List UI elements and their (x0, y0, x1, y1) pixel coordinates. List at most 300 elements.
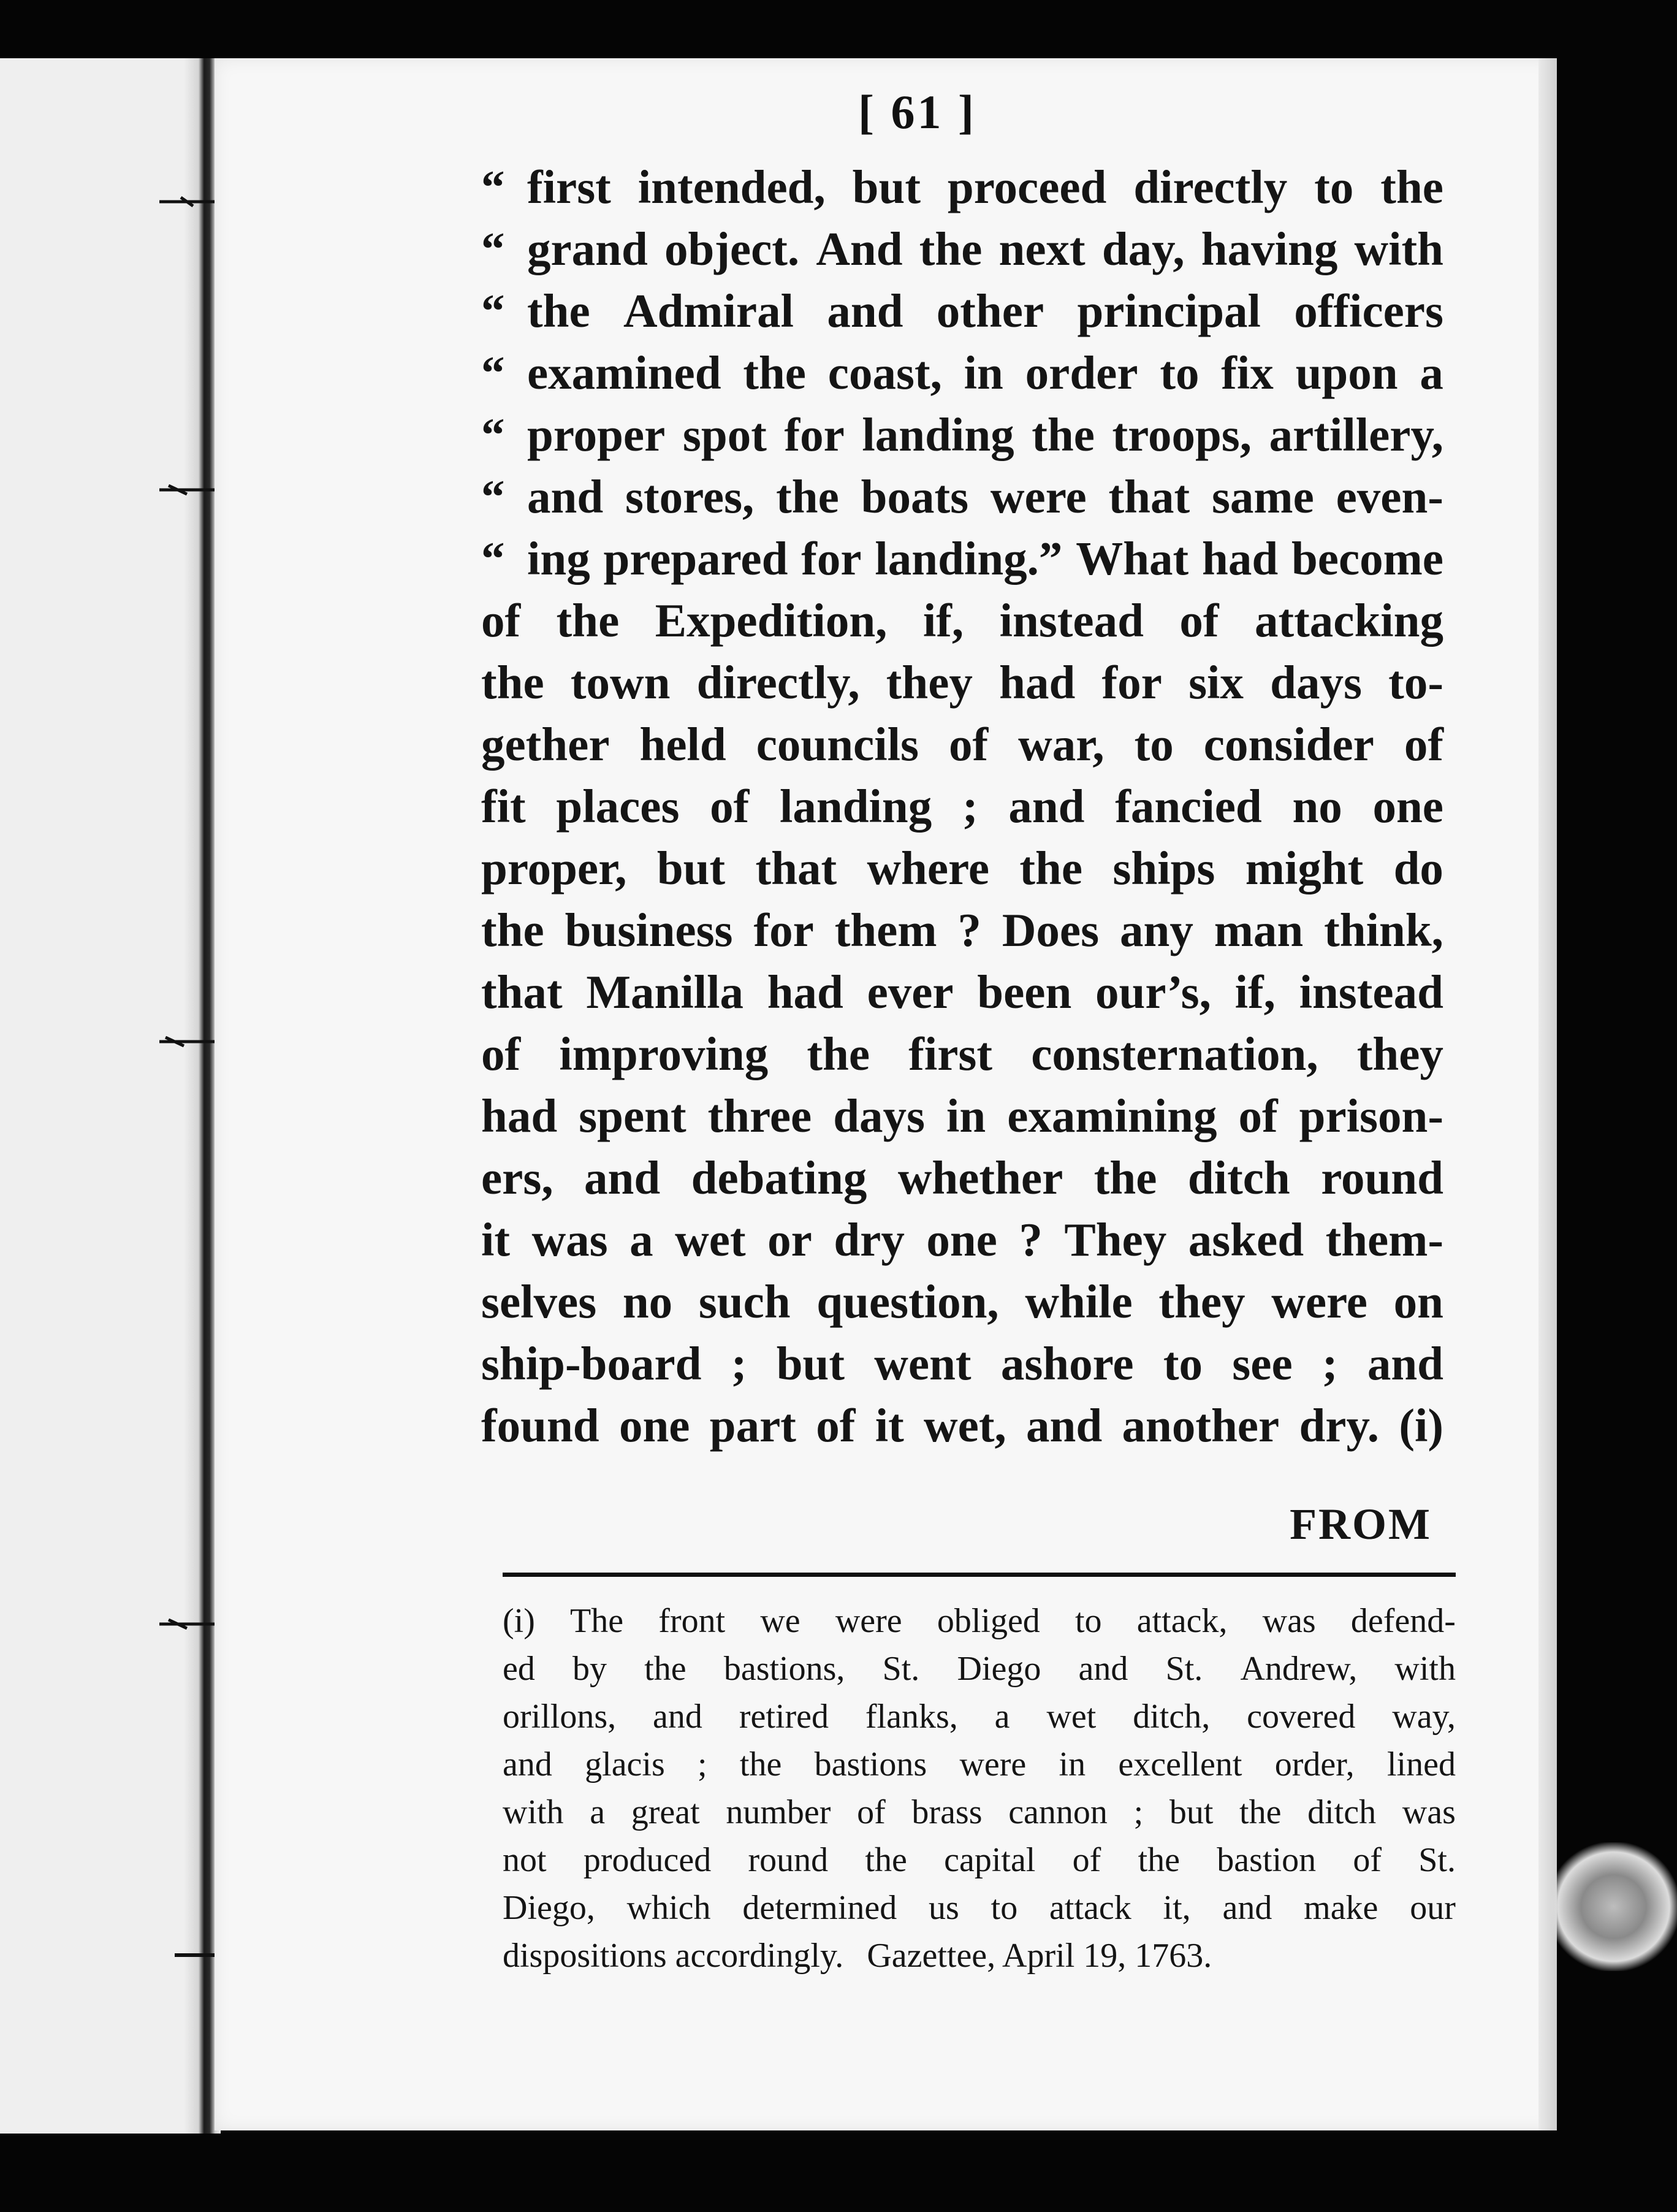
body-line (481, 899, 1443, 961)
word: one (618, 1399, 690, 1452)
word: flanks, (865, 1698, 958, 1736)
body-line-text (527, 156, 1443, 218)
footnote-rule (503, 1573, 1456, 1577)
word: gether (481, 718, 610, 771)
word: prison- (1299, 1089, 1443, 1142)
word: officers (1294, 284, 1443, 337)
word: the (1380, 161, 1443, 213)
word: the (481, 904, 544, 956)
word: to (1134, 718, 1174, 771)
word: man (1214, 904, 1304, 956)
word: by (572, 1650, 607, 1688)
word: ditch (1307, 1793, 1377, 1831)
footnote-line (503, 1741, 1456, 1788)
word: were (959, 1745, 1027, 1783)
word: bastion (1217, 1841, 1317, 1879)
word: consider (1203, 718, 1374, 771)
word: part (709, 1399, 796, 1452)
word: one (926, 1213, 997, 1266)
word: debating (691, 1151, 867, 1204)
word: the (776, 470, 839, 523)
word: St. (1165, 1650, 1203, 1688)
word: covered (1247, 1698, 1356, 1736)
body-line-text (481, 1271, 1443, 1333)
word: examined (527, 346, 721, 399)
word: for (801, 532, 862, 585)
word: a (994, 1698, 1010, 1736)
word: they (1356, 1028, 1443, 1080)
body-line (481, 280, 1443, 342)
word: examining (1007, 1089, 1217, 1142)
word: The (570, 1602, 624, 1640)
word: ships (1112, 842, 1215, 894)
word: of (1238, 1089, 1278, 1142)
word: stores, (625, 470, 755, 523)
body-line-text (481, 652, 1443, 714)
word: and (827, 284, 903, 337)
body-line (481, 528, 1443, 590)
word: had (1202, 532, 1279, 585)
word: prepared (603, 532, 788, 585)
word: the (481, 656, 544, 709)
word: do (1393, 842, 1443, 894)
word: that (481, 966, 563, 1018)
word: (i) (503, 1602, 535, 1640)
page-edge (1538, 58, 1557, 2130)
body-line-text (527, 218, 1443, 280)
word: landing (862, 408, 1014, 461)
word: to (1075, 1602, 1102, 1640)
word: the (527, 284, 590, 337)
word: dry. (1299, 1399, 1379, 1452)
catchword: FROM (1290, 1500, 1432, 1549)
footnote-lines (503, 1597, 1456, 1932)
word: ditch, (1133, 1698, 1211, 1736)
body-line (481, 1333, 1443, 1395)
word: instead (999, 594, 1144, 647)
word: days (1270, 656, 1362, 709)
word: might (1245, 842, 1364, 894)
word: boats (861, 470, 969, 523)
word: we (760, 1602, 800, 1640)
word: of (1353, 1841, 1382, 1879)
quote-mark: “ (481, 470, 505, 523)
word: coast, (827, 346, 942, 399)
word: great (631, 1793, 700, 1831)
footnote-citation: Gazettee, April 19, 1763. (867, 1937, 1212, 1975)
word: such (698, 1275, 791, 1328)
word: a (629, 1213, 653, 1266)
word: us (929, 1889, 959, 1927)
word: troops, (1112, 408, 1252, 461)
body-line (481, 1209, 1443, 1271)
word: make (1304, 1889, 1378, 1927)
word: directly, (696, 656, 860, 709)
word: They (1064, 1213, 1167, 1266)
word: it (481, 1213, 511, 1266)
word: held (639, 718, 726, 771)
word: Does (1002, 904, 1100, 956)
word: they (886, 656, 973, 709)
body-line-text (481, 590, 1443, 652)
footnote-line (503, 1645, 1456, 1693)
footnote-line (503, 1788, 1456, 1836)
word: fancied (1115, 780, 1262, 833)
word: the (1019, 842, 1083, 894)
word: one (1372, 780, 1443, 833)
word: the (1093, 1151, 1157, 1204)
word: spent (579, 1089, 686, 1142)
word: that (755, 842, 837, 894)
word: consternation, (1031, 1028, 1318, 1080)
word: to (1163, 1337, 1203, 1390)
word: a (1420, 346, 1443, 399)
word: the (1138, 1841, 1181, 1879)
word: the (556, 594, 620, 647)
word: ; (1321, 1337, 1338, 1390)
word: What (1076, 532, 1189, 585)
body-line-text (527, 342, 1443, 404)
word: in (1059, 1745, 1086, 1783)
word: three (707, 1089, 812, 1142)
word: and (527, 470, 604, 523)
word: the (807, 1028, 870, 1080)
word: wet (675, 1213, 746, 1266)
word: Diego (957, 1650, 1041, 1688)
word: and (653, 1698, 702, 1736)
body-line (481, 1395, 1443, 1457)
word: and (584, 1151, 661, 1204)
word: found (481, 1399, 599, 1452)
body-line (481, 776, 1443, 837)
quote-mark: “ (481, 532, 505, 585)
word: instead (1299, 966, 1443, 1018)
word: or (767, 1213, 812, 1266)
word: first (908, 1028, 993, 1080)
word: whether (897, 1151, 1063, 1204)
body-line-text (481, 1209, 1443, 1271)
word: improving (559, 1028, 769, 1080)
word: and (1222, 1889, 1272, 1927)
quote-mark: “ (481, 346, 505, 399)
word: ers, (481, 1151, 553, 1204)
word: upon (1295, 346, 1398, 399)
word: order (1025, 346, 1138, 399)
word: places (556, 780, 680, 833)
body-line-text (481, 1023, 1443, 1085)
word: for (1101, 656, 1162, 709)
word: business (565, 904, 733, 956)
word: was (531, 1213, 608, 1266)
body-line (481, 590, 1443, 652)
word: other (936, 284, 1044, 337)
body-text (481, 156, 1443, 1457)
body-line-text (481, 1333, 1443, 1395)
word: but (852, 161, 921, 213)
word: and (1078, 1650, 1128, 1688)
body-line-text (527, 280, 1443, 342)
quote-mark: “ (481, 284, 505, 337)
word: the (919, 223, 983, 275)
word: bastions (814, 1745, 927, 1783)
word: to- (1388, 656, 1443, 709)
word: fix (1221, 346, 1274, 399)
footnote-line (503, 1884, 1456, 1932)
word: determined (742, 1889, 897, 1927)
word: the (1032, 408, 1095, 461)
word: to (991, 1889, 1018, 1927)
body-line (481, 1147, 1443, 1209)
word: asked (1188, 1213, 1304, 1266)
word: ; (962, 780, 978, 833)
word: our (1410, 1889, 1456, 1927)
word: it (875, 1399, 904, 1452)
word: been (977, 966, 1072, 1018)
word: on (1393, 1275, 1443, 1328)
word: attack (1049, 1889, 1131, 1927)
word: proper (527, 408, 666, 461)
word: ? (1019, 1213, 1043, 1266)
word: for (784, 408, 845, 461)
word: Diego, (503, 1889, 595, 1927)
word: lined (1386, 1745, 1456, 1783)
body-line (481, 218, 1443, 280)
word: of (857, 1793, 886, 1831)
footnote-line (503, 1693, 1456, 1741)
word: see (1232, 1337, 1293, 1390)
word: landing (780, 780, 932, 833)
body-line (481, 156, 1443, 218)
body-line-text (481, 714, 1443, 776)
word: were (990, 470, 1087, 523)
word: first (527, 161, 611, 213)
word: if, (922, 594, 964, 647)
body-line-text (481, 1147, 1443, 1209)
word: orillons, (503, 1698, 617, 1736)
word: of (710, 780, 750, 833)
body-line-text (527, 466, 1443, 528)
word: that (1108, 470, 1190, 523)
word: not (503, 1841, 547, 1879)
word: having (1201, 223, 1338, 275)
word: excellent (1118, 1745, 1242, 1783)
body-line-text (481, 1085, 1443, 1147)
word: of (1072, 1841, 1101, 1879)
page-number: [ 61 ] (858, 85, 976, 139)
word: wet, (924, 1399, 1006, 1452)
word: of (1179, 594, 1219, 647)
word: the (644, 1650, 686, 1688)
word: intended, (637, 161, 826, 213)
word: with (1394, 1650, 1456, 1688)
word: Expedition, (655, 594, 888, 647)
quote-mark: “ (481, 223, 505, 275)
word: ing (527, 532, 590, 585)
body-line (481, 837, 1443, 899)
body-line (481, 1085, 1443, 1147)
word: our’s, (1095, 966, 1211, 1018)
word: of (816, 1399, 856, 1452)
word: the (865, 1841, 907, 1879)
word: same (1211, 470, 1314, 523)
word: war, (1018, 718, 1105, 771)
word: number (726, 1793, 831, 1831)
body-line (481, 342, 1443, 404)
word: and (503, 1745, 552, 1783)
word: cannon (1008, 1793, 1108, 1831)
word: think, (1324, 904, 1443, 956)
left-page (0, 58, 215, 2134)
word: Admiral (623, 284, 794, 337)
word: bastions, (723, 1650, 845, 1688)
word: glacis (585, 1745, 665, 1783)
word: and (1026, 1399, 1103, 1452)
word: of (948, 718, 989, 771)
word: six (1188, 656, 1244, 709)
body-line (481, 652, 1443, 714)
word: front (658, 1602, 726, 1640)
word: retired (739, 1698, 829, 1736)
word: ; (731, 1337, 747, 1390)
word: them- (1325, 1213, 1443, 1266)
body-line-text (481, 1395, 1443, 1457)
word: principal (1077, 284, 1261, 337)
word: ashore (1000, 1337, 1134, 1390)
word: question, (816, 1275, 999, 1328)
word: with (1354, 223, 1443, 275)
word: object. (664, 223, 800, 275)
word: any (1120, 904, 1193, 956)
word: artillery, (1269, 408, 1443, 461)
word: the (739, 1745, 782, 1783)
word: it, (1163, 1889, 1191, 1927)
word: but (656, 842, 726, 894)
word: wet (1046, 1698, 1097, 1736)
body-line (481, 1023, 1443, 1085)
word: brass (911, 1793, 983, 1831)
word: was (1402, 1793, 1456, 1831)
word: directly (1133, 161, 1288, 213)
body-line (481, 404, 1443, 466)
word: they (1158, 1275, 1245, 1328)
word: for (753, 904, 814, 956)
word: of (1404, 718, 1443, 771)
word: were (835, 1602, 902, 1640)
word: another (1122, 1399, 1280, 1452)
word: ditch (1187, 1151, 1290, 1204)
word: obliged (937, 1602, 1040, 1640)
word: proper, (481, 842, 627, 894)
quote-mark: “ (481, 408, 505, 461)
word: grand (527, 223, 648, 275)
word: and (1367, 1337, 1443, 1390)
word: round (748, 1841, 829, 1879)
body-line (481, 1271, 1443, 1333)
body-line-text (481, 961, 1443, 1023)
word: ship-board (481, 1337, 702, 1390)
body-line (481, 466, 1443, 528)
word: to (1314, 161, 1354, 213)
body-line-text (527, 528, 1443, 590)
word: Andrew, (1240, 1650, 1358, 1688)
body-line (481, 714, 1443, 776)
word: were (1271, 1275, 1367, 1328)
word: fit (481, 780, 526, 833)
word: St. (1418, 1841, 1456, 1879)
word: where (867, 842, 990, 894)
word: St. (882, 1650, 920, 1688)
word: no (622, 1275, 673, 1328)
word: in (946, 1089, 986, 1142)
word: day, (1101, 223, 1185, 275)
word: in (964, 346, 1003, 399)
footnote-line (503, 1932, 1456, 1980)
word: of (481, 594, 521, 647)
footnote-line (503, 1597, 1456, 1645)
word: a (590, 1793, 606, 1831)
footnote (503, 1597, 1456, 1980)
word: even- (1336, 470, 1443, 523)
word: had (481, 1089, 558, 1142)
word: but (1169, 1793, 1214, 1831)
word: ; (1133, 1793, 1144, 1831)
word: (i) (1399, 1399, 1443, 1452)
word: capital (944, 1841, 1036, 1879)
word: selves (481, 1275, 597, 1328)
quote-mark: “ (481, 161, 505, 213)
word: dry (834, 1213, 905, 1266)
word: Manilla (586, 966, 743, 1018)
footnote-line (503, 1836, 1456, 1884)
word: ? (957, 904, 981, 956)
footnote-last-left: dispositions accordingly. (503, 1937, 844, 1975)
word: councils (756, 718, 919, 771)
word: had (999, 656, 1076, 709)
body-line-text (481, 776, 1443, 837)
body-line (481, 961, 1443, 1023)
word: ever (867, 966, 954, 1018)
paper-stain (1548, 1842, 1677, 1971)
word: attacking (1255, 594, 1443, 647)
body-line-text (481, 837, 1443, 899)
word: no (1292, 780, 1342, 833)
word: attack, (1136, 1602, 1228, 1640)
word: went (874, 1337, 972, 1390)
word: with (503, 1793, 564, 1831)
word: of (481, 1028, 521, 1080)
word: and (1008, 780, 1085, 833)
word: next (998, 223, 1086, 275)
word: was (1262, 1602, 1316, 1640)
word: the (743, 346, 806, 399)
body-line-text (481, 899, 1443, 961)
word: proceed (947, 161, 1107, 213)
word: while (1025, 1275, 1133, 1328)
word: the (1239, 1793, 1282, 1831)
word: ed (503, 1650, 535, 1688)
word: if, (1234, 966, 1276, 1018)
word: way, (1392, 1698, 1456, 1736)
word: spot (682, 408, 767, 461)
word: had (767, 966, 843, 1018)
word: order, (1274, 1745, 1355, 1783)
word: to (1160, 346, 1200, 399)
word: them (834, 904, 937, 956)
word: produced (583, 1841, 712, 1879)
word: but (776, 1337, 845, 1390)
word: days (833, 1089, 925, 1142)
body-line-text (527, 404, 1443, 466)
